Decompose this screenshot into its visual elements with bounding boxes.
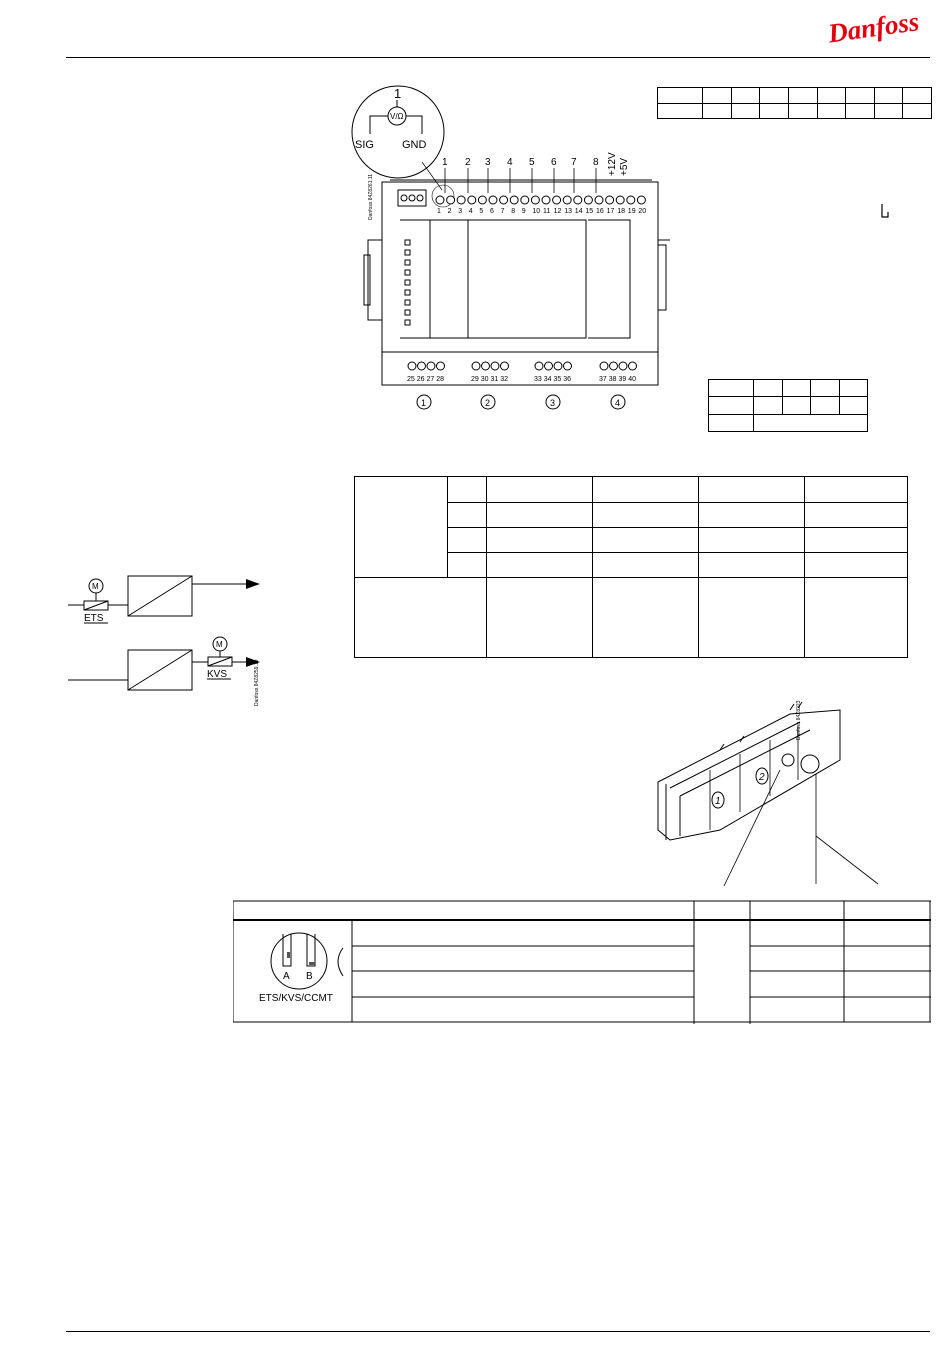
terminal-number: 17: [606, 208, 615, 215]
terminal-number: 11: [543, 208, 551, 215]
terminal-number: 14: [574, 208, 583, 215]
controller-diagram: [340, 80, 670, 425]
terminal-screw: [564, 362, 572, 370]
terminal-screw: [447, 196, 455, 204]
bottom-group-number: 1: [421, 398, 427, 408]
valve-schematic: [60, 568, 280, 708]
valve-marker-2: 2: [759, 772, 765, 783]
terminal-screw: [489, 196, 497, 204]
header-rule: [66, 57, 930, 58]
terminal-group-label: 25 26 27 28: [407, 376, 444, 383]
terminal-number: 13: [564, 208, 572, 215]
top-group-numbers: [442, 157, 599, 193]
terminal-screw: [510, 196, 518, 204]
drawing-ref-controller: Danfoss 84Z8261.11: [368, 173, 374, 220]
footer-rule: [66, 1331, 930, 1332]
group-number: 3: [485, 157, 491, 168]
bottom-terminals: [407, 362, 637, 383]
group-number: 1: [442, 157, 448, 168]
sig-label: SIG: [355, 139, 374, 151]
connector-caption: ETS/KVS/CCMT: [259, 993, 333, 1004]
group-number: 6: [551, 157, 557, 168]
terminal-screw: [457, 196, 465, 204]
terminal-group-label: 33 34 35 36: [534, 376, 571, 383]
ref-table-small: [708, 379, 868, 432]
valve-marker-1: 1: [715, 796, 721, 807]
terminal-number: 19: [627, 208, 636, 215]
terminal-screw: [468, 196, 476, 204]
terminal-group-label: 37 38 39 40: [599, 376, 636, 383]
valve-detail-circle: [801, 755, 819, 773]
ets-label: ETS: [84, 613, 104, 624]
group-number: 4: [507, 157, 513, 168]
terminal-screw: [553, 196, 561, 204]
terminal-screw: [616, 196, 624, 204]
config-table: [354, 476, 908, 658]
terminal-number: 16: [596, 208, 604, 215]
group-number: 7: [571, 157, 577, 168]
terminal-screw: [637, 196, 645, 204]
terminal-screw: [606, 196, 614, 204]
terminal-number: 12: [553, 208, 562, 215]
group-number: 5: [529, 157, 535, 168]
ground-symbol-icon: [879, 203, 891, 221]
terminal-screw: [437, 362, 445, 370]
terminal-number: 5: [479, 208, 484, 215]
terminal-screw: [418, 362, 426, 370]
terminal-screw: [610, 362, 618, 370]
top-terminals: [436, 196, 646, 215]
logo-text: Danfoss: [826, 6, 922, 46]
kvs-label: KVS: [207, 669, 228, 680]
callout-number: 1: [394, 86, 402, 101]
terminal-screw: [436, 196, 444, 204]
pin-a-label: A: [283, 971, 290, 982]
terminal-screw: [574, 196, 582, 204]
terminal-number: 10: [532, 208, 541, 215]
danfoss-logo: [826, 6, 936, 46]
terminal-screw: [501, 362, 509, 370]
meter-symbol: V/Ω: [390, 112, 404, 121]
terminal-screw: [595, 196, 603, 204]
drawing-ref-schematic: Danfoss 84Z8259.10: [254, 659, 260, 706]
ref-table-top: [657, 87, 932, 119]
terminal-number: 15: [585, 208, 594, 215]
terminal-screw: [554, 362, 562, 370]
terminal-number: 20: [638, 208, 647, 215]
terminal-screw: [472, 362, 480, 370]
terminal-number: 9: [521, 208, 526, 215]
terminal-screw: [408, 362, 416, 370]
terminal-screw: [619, 362, 627, 370]
terminal-screw: [491, 362, 499, 370]
supply-labels: [607, 152, 630, 176]
terminal-screw: [478, 196, 486, 204]
led-column: [405, 240, 410, 325]
pin-b-label: B: [306, 971, 313, 982]
terminal-screw: [584, 196, 592, 204]
terminal-screw: [542, 196, 550, 204]
valve-unit-drawing: [640, 700, 890, 890]
terminal-screw: [563, 196, 571, 204]
terminal-screw: [531, 196, 539, 204]
terminal-screw: [535, 362, 543, 370]
terminal-number: 2: [447, 208, 452, 215]
terminal-screw: [545, 362, 553, 370]
terminal-screw: [600, 362, 608, 370]
terminal-screw: [627, 196, 635, 204]
terminal-screw: [482, 362, 490, 370]
svg-text:M: M: [92, 582, 99, 591]
bottom-group-number: 4: [615, 398, 621, 408]
drawing-ref-valve: Danfoss 84Z8223.10: [796, 700, 802, 740]
terminal-screw: [629, 362, 637, 370]
terminal-group-label: 29 30 31 32: [471, 376, 508, 383]
terminal-number: 6: [490, 208, 494, 215]
supply-label: +5V: [619, 157, 630, 176]
gnd-label: GND: [402, 139, 427, 151]
group-number: 8: [593, 157, 599, 168]
bottom-group-numbers: [417, 395, 625, 409]
supply-label: +12V: [607, 152, 618, 176]
svg-text:M: M: [216, 640, 223, 649]
terminal-number: 18: [617, 208, 625, 215]
wiring-table: [233, 900, 931, 1026]
terminal-number: 3: [458, 208, 463, 215]
terminal-screw: [500, 196, 508, 204]
arrow-icon: [246, 579, 260, 589]
terminal-number: 1: [437, 208, 441, 215]
bottom-group-number: 2: [485, 398, 491, 408]
terminal-number: 7: [500, 208, 505, 215]
terminal-number: 8: [511, 208, 516, 215]
group-number: 2: [465, 157, 471, 168]
bottom-group-number: 3: [550, 398, 556, 408]
terminal-screw: [521, 196, 529, 204]
terminal-screw: [427, 362, 435, 370]
terminal-number: 4: [468, 208, 473, 215]
